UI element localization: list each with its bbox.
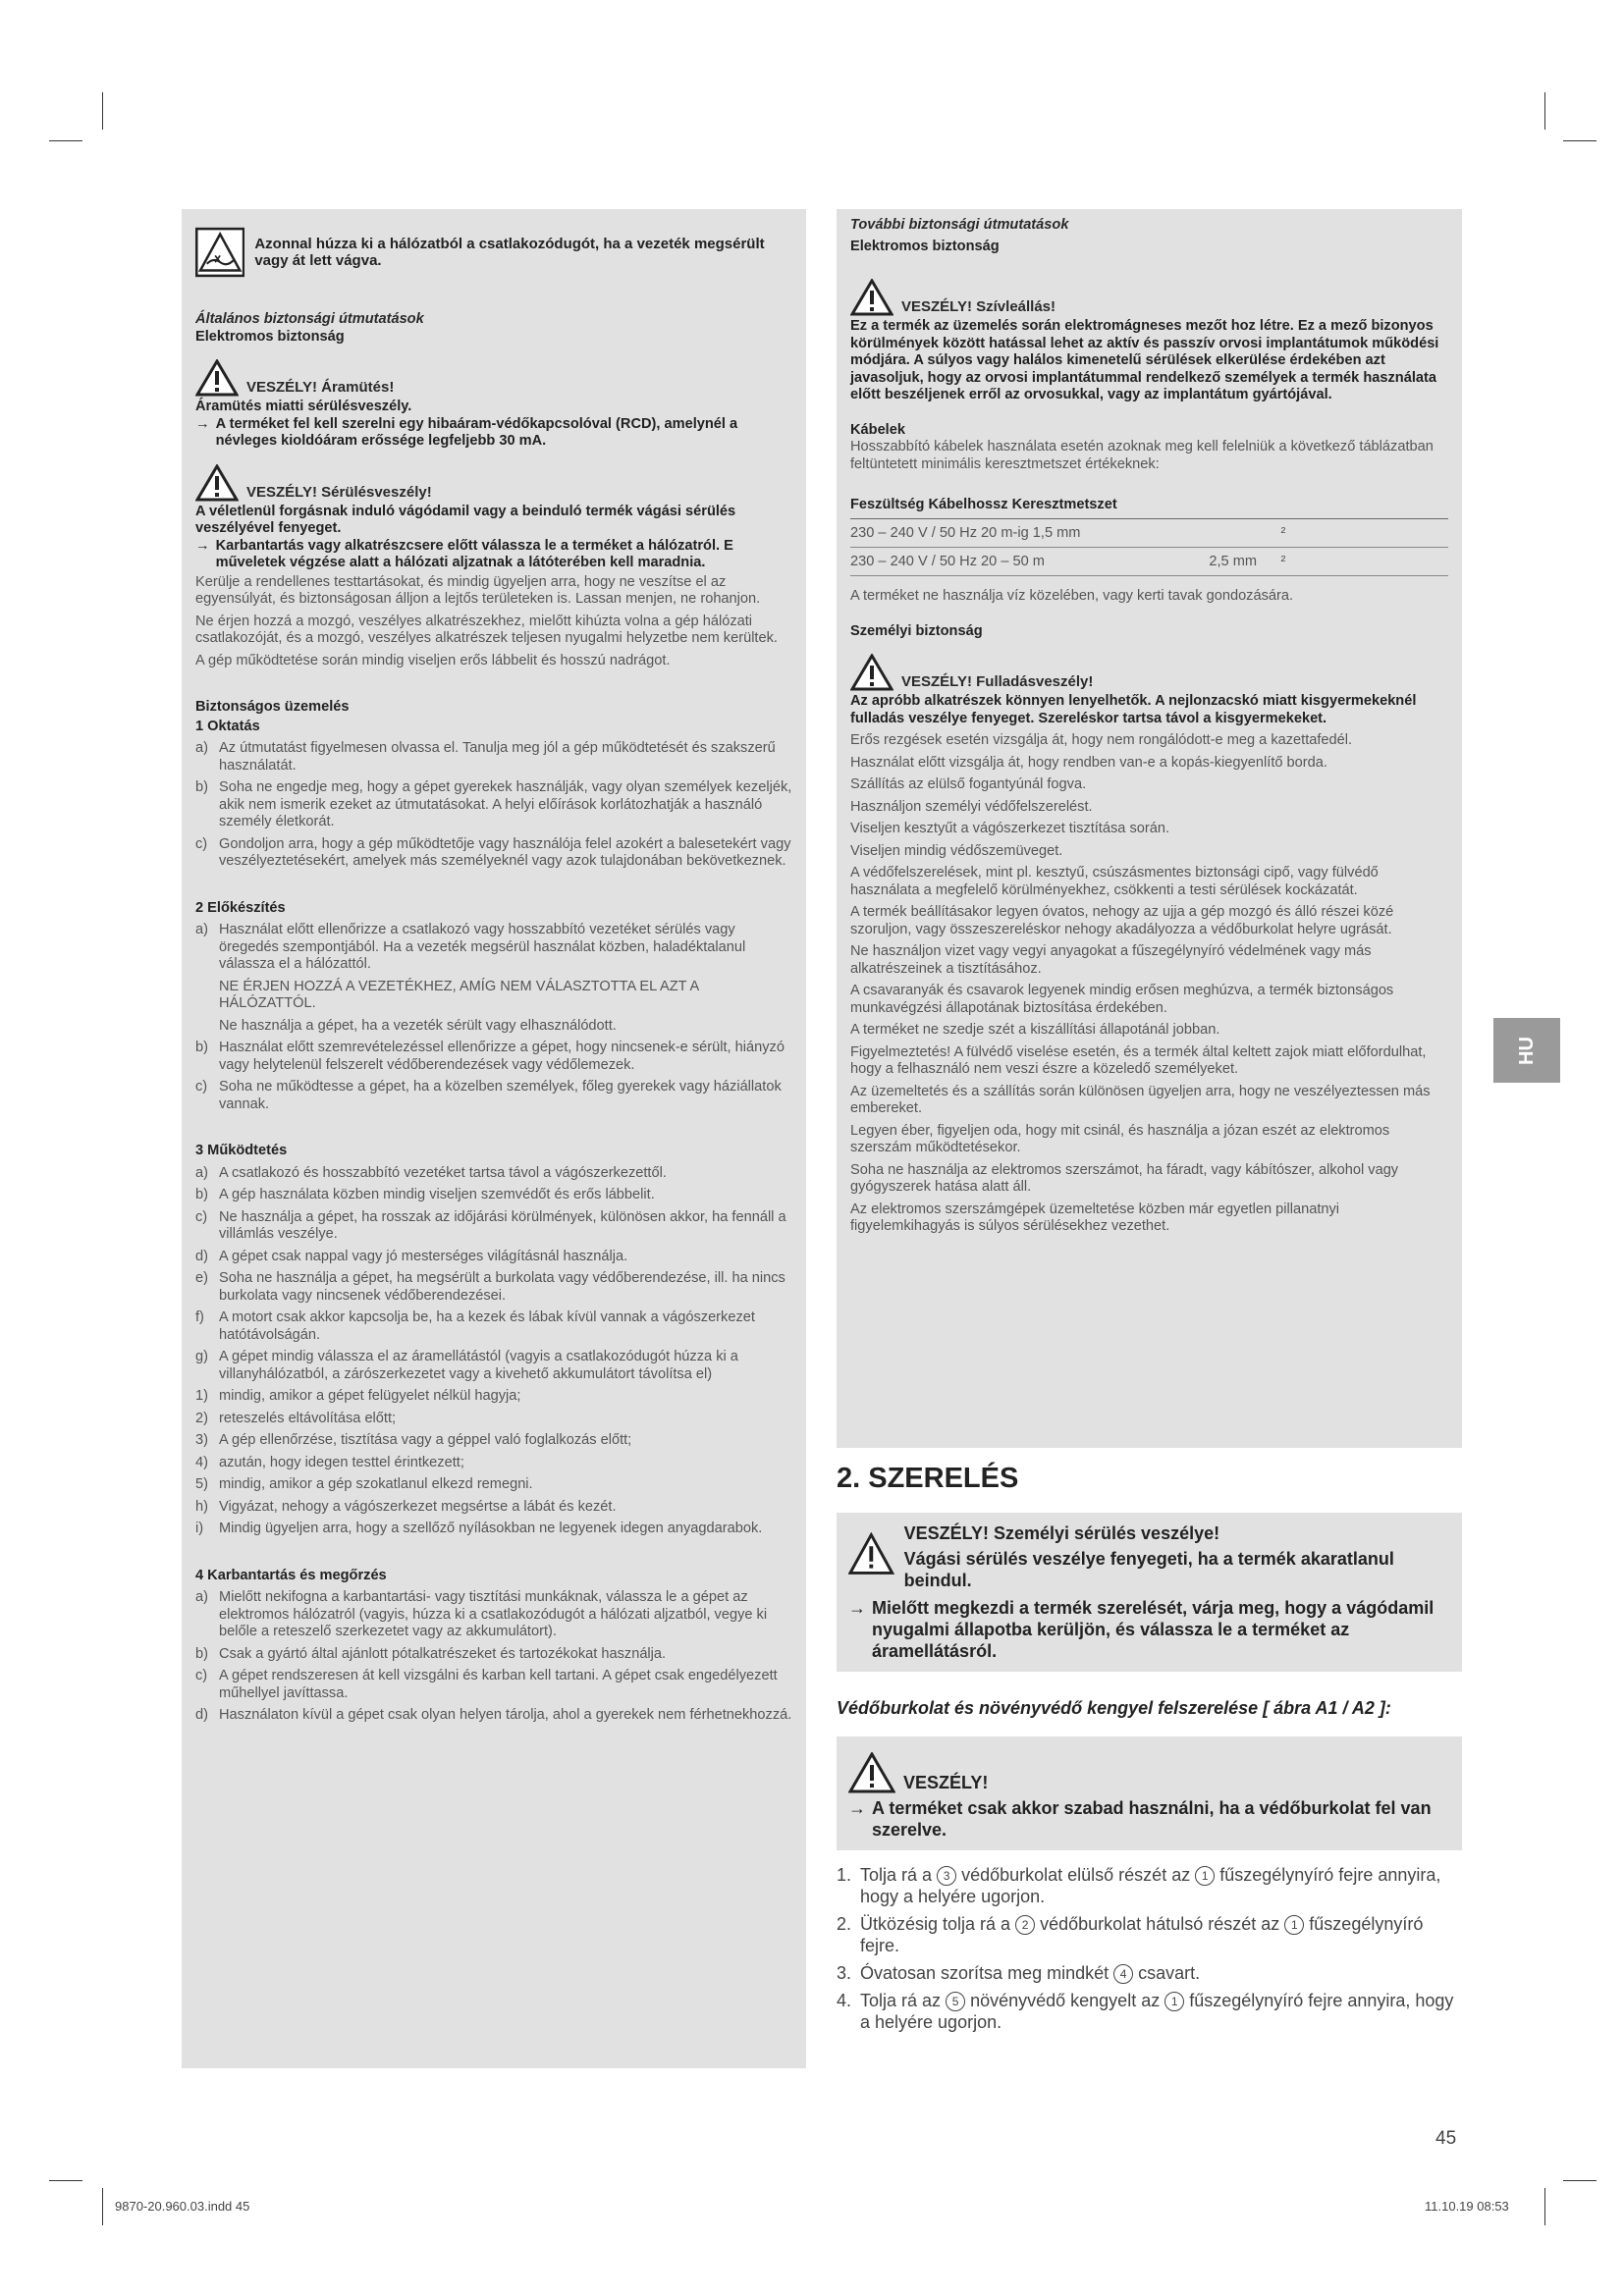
list-text: Ne használja a gépet, ha a vezeték sérült vagy elhasználódott. <box>219 1017 617 1034</box>
paragraph: Szállítás az elülső fogantyúnál fogva. <box>850 776 1087 792</box>
list-marker <box>195 979 213 1013</box>
list-text: mindig, amikor a gépet felügyelet nélkül hagyja; <box>219 1388 521 1404</box>
crop-mark <box>49 140 82 141</box>
list-item <box>195 1476 792 1494</box>
step-text: Óvatosan szorítsa meg mindkét 4 csavart. <box>860 1963 1201 1983</box>
list-marker: a) <box>195 922 208 937</box>
section-title: 2 Előkészítés <box>195 899 286 916</box>
list-marker: g) <box>195 1349 208 1364</box>
right-column <box>837 209 1462 1448</box>
arrow-item: → A terméket csak akkor szabad használni, ha a védőburkolat fel van szerelve. <box>848 1798 1432 1840</box>
section-title: 1 Oktatás <box>195 718 260 734</box>
warning-triangle-icon <box>848 1532 894 1575</box>
list-text: mindig, amikor a gép szokatlanul elkezd remegni. <box>219 1476 533 1492</box>
list-marker: e) <box>195 1270 208 1286</box>
step-number: 4. <box>837 1991 852 2010</box>
part-number-badge: 2 <box>1015 1915 1035 1935</box>
list-text: Vigyázat, nehogy a vágószerkezet megsértse a lábát és kezét. <box>219 1498 617 1515</box>
list-item <box>195 1668 792 1702</box>
list-marker: b) <box>195 1040 208 1055</box>
page-number: 45 <box>1435 2128 1457 2149</box>
list-marker: a) <box>195 1589 208 1605</box>
danger-label: VESZÉLY! Áramütés! <box>246 379 395 396</box>
list-text: A csatlakozó és hosszabbító vezetéket tartsa távol a vágószerkezettől. <box>219 1164 667 1181</box>
personal-safety-title: Személyi biztonság <box>850 622 983 639</box>
list-marker: b) <box>195 1187 208 1202</box>
general-safety-title: Általános biztonsági útmutatások <box>195 311 424 327</box>
list-text: NE ÉRJEN HOZZÁ A VEZETÉKHEZ, AMÍG NEM VÁLASZTOTTA EL AZT A HÁLÓZATTÓL. <box>219 978 699 1011</box>
arrow-item: → Mielőtt megkezdi a termék szerelését, várja meg, hogy a vágódamil nyugalmi állapotba kerüljön, és válassza le a terméket az áramellátásról. <box>848 1598 1435 1661</box>
danger-suffocation <box>850 654 1448 691</box>
danger-label: VESZÉLY! Sérülésveszély! <box>246 483 432 501</box>
list-marker: 4) <box>195 1454 208 1470</box>
assembly-danger-box <box>837 1513 1462 1672</box>
list-marker: c) <box>195 835 208 852</box>
electrical-safety-title: Elektromos biztonság <box>850 238 1000 254</box>
part-number-badge: 3 <box>937 1866 956 1886</box>
crop-mark <box>49 2180 82 2181</box>
list-text: Gondoljon arra, hogy a gép működtetője vagy használója felel azokért a balesetekért vagy veszélyeztetésekért, amelyek más személyeknél vagy azok tulajdonában bekövetkeznek. <box>219 835 791 869</box>
list-item <box>195 1187 792 1204</box>
step-number: 1. <box>837 1865 852 1885</box>
list-text: azután, hogy idegen testtel érintkezett; <box>219 1454 464 1470</box>
assembly-step <box>837 1913 1462 1956</box>
danger-text: A véletlenül forgásnak induló vágódamil vagy a beinduló termék vágási sérülés veszélyével fenyeget. <box>195 503 736 536</box>
list-item <box>195 1209 792 1244</box>
table-header: Feszültség Kábelhossz Keresztmetszet <box>850 491 1448 519</box>
list-marker <box>195 1018 213 1036</box>
step-number: 2. <box>837 1914 852 1934</box>
warning-triangle-icon <box>848 1752 895 1793</box>
arrow-icon: → <box>195 415 210 432</box>
crop-mark <box>1563 2180 1597 2181</box>
list-item <box>195 1018 792 1036</box>
list-marker: c) <box>195 1208 208 1225</box>
list-item <box>195 836 792 871</box>
top-warning-text: Azonnal húzza ki a hálózatból a csatlakozódugót, ha a vezeték megsérült vagy át lett vágva. <box>254 235 765 269</box>
cables-text: Hosszabbító kábelek használata esetén azoknak meg kell felelniük a következő táblázatban feltüntetett minimális keresztmetszet értékeknek: <box>850 439 1434 472</box>
list-item <box>195 779 792 831</box>
paragraph: Használjon személyi védőfelszerelést. <box>850 798 1093 815</box>
list-marker: f) <box>195 1309 204 1325</box>
list-text: A gép használata közben mindig viseljen szemvédőt és erős lábbelit. <box>219 1187 655 1202</box>
warning-triangle-icon <box>195 359 239 397</box>
list-item <box>195 1040 792 1074</box>
warning-triangle-icon <box>850 654 893 691</box>
section-title: 3 Működtetés <box>195 1143 288 1158</box>
danger-label: VESZÉLY! Fulladásveszély! <box>901 673 1094 690</box>
assembly-step <box>837 1962 1462 1984</box>
step-text: Tolja rá az 5 növényvédő kengyelt az 1 fűszegélynyíró fejre annyira, hogy a helyére ugorjon. <box>860 1991 1454 2032</box>
list-text: Soha ne működtesse a gépet, ha a közelben személyek, főleg gyerekek vagy háziállatok vannak. <box>219 1079 782 1112</box>
assembly-title: 2. SZERELÉS <box>837 1463 1019 1494</box>
paragraph: Viseljen mindig védőszemüveget. <box>850 842 1063 859</box>
top-warning-block <box>195 223 792 282</box>
list-marker: 2) <box>195 1410 208 1426</box>
subsection-title: Védőburkolat és növényvédő kengyel felszerelése [ ábra A1 / A2 ]: <box>837 1698 1391 1718</box>
list-text: Ne használja a gépet, ha rosszak az időjárási körülmények, különösen akkor, ha fennáll a villámlás veszélye. <box>219 1208 786 1242</box>
list-s2 <box>195 922 792 1113</box>
list-item <box>195 1707 792 1725</box>
assembly-step <box>837 1990 1462 2033</box>
crop-mark <box>1544 92 1545 130</box>
warning-triangle-icon <box>850 279 893 316</box>
warning-triangle-icon <box>195 464 239 502</box>
danger-text: Vágási sérülés veszélye fenyegeti, ha a termék akaratlanul beindul. <box>903 1549 1394 1590</box>
list-s3 <box>195 1165 792 1538</box>
cable-table <box>850 491 1448 576</box>
list-text: A gépet rendszeresen át kell vizsgálni és karban kell tartani. A gépet csak engedélyezett műhellyel javíttassa. <box>219 1668 778 1701</box>
list-item <box>195 1165 792 1183</box>
part-number-badge: 5 <box>946 1992 965 2011</box>
list-item <box>195 1388 792 1406</box>
list-marker: h) <box>195 1498 208 1515</box>
assembly-section <box>837 1463 1462 2091</box>
safe-operation-title: Biztonságos üzemelés <box>195 699 350 715</box>
arrow-icon: → <box>848 1598 866 1618</box>
list-item <box>195 740 792 774</box>
list-text: Használat előtt szemrevételezéssel ellenőrizze a gépet, hogy nincsenek-e sérült, hiányzó vagy helytelenül felszerelt védőberendezések vagy védőlemezek. <box>219 1040 785 1073</box>
crop-mark <box>1563 140 1597 141</box>
list-text: Mindig ügyeljen arra, hogy a szellőző nyílásokban ne legyenek idegen anyagdarabok. <box>219 1521 763 1536</box>
paragraph: Viseljen kesztyűt a vágószerkezet tisztítása során. <box>850 821 1170 836</box>
paragraph: Ne használjon vizet vagy vegyi anyagokat a fűszegélynyíró védelmének vagy más alkatrészeinek a tisztításához. <box>850 943 1372 977</box>
further-safety-title: További biztonsági útmutatások <box>850 217 1069 233</box>
list-item <box>195 1589 792 1641</box>
danger-label: VESZÉLY! Személyi sérülés veszélye! <box>903 1523 1220 1543</box>
arrow-item: → Karbantartás vagy alkatrészcsere előtt válassza le a terméket a hálózatról. E műveletek végzése alatt a hálózati aljzatnak a látóterében kell maradnia. <box>195 537 733 570</box>
left-column <box>182 209 806 2068</box>
arrow-item: → A terméket fel kell szerelni egy hibaáram-védőkapcsolóval (RCD), amelynél a névleges kioldóáram erőssége legfeljebb 30 mA. <box>195 415 738 449</box>
arrow-icon: → <box>195 537 210 554</box>
paragraph: A terméket ne szedje szét a kiszállítási állapotánál jobban. <box>850 1022 1220 1038</box>
section-title: 4 Karbantartás és megőrzés <box>195 1567 387 1583</box>
danger-label: VESZÉLY! Szívleállás! <box>901 298 1056 315</box>
list-item <box>195 1249 792 1266</box>
list-item <box>195 1499 792 1517</box>
list-s4 <box>195 1589 792 1725</box>
paragraph: Az üzemeltetés és a szállítás során különösen ügyeljen arra, hogy ne veszélyeztessen más embereket. <box>850 1083 1431 1116</box>
list-s1 <box>195 740 792 871</box>
step-number: 3. <box>837 1963 852 1983</box>
list-text: Az útmutatást figyelmesen olvassa el. Tanulja meg jól a gép működtetését és szakszerű használatát. <box>219 740 776 774</box>
list-text: A gép ellenőrzése, tisztítása vagy a géppel való foglalkozás előtt; <box>219 1432 632 1448</box>
part-number-badge: 1 <box>1164 1992 1184 2011</box>
list-text: Használaton kívül a gépet csak olyan helyen tárolja, ahol a gyerekek nem férhetnekhozzá. <box>219 1707 792 1723</box>
crop-mark <box>102 2188 103 2225</box>
crop-mark <box>1544 2188 1545 2225</box>
language-tab: HU <box>1493 1018 1560 1083</box>
list-item <box>195 1270 792 1305</box>
list-marker: b) <box>195 779 208 795</box>
paragraph: Erős rezgések esetén vizsgálja át, hogy nem rongálódott-e meg a kazettafedél. <box>850 732 1353 748</box>
danger-text: Az apróbb alkatrészek könnyen lenyelhetők. A nejlonzacskó miatt kisgyermekeknél fulladás veszélye fenyeget. Szereléskor tartsa távol a kisgyermekeket. <box>850 693 1417 726</box>
part-number-badge: 1 <box>1284 1915 1304 1935</box>
list-item <box>195 1646 792 1664</box>
list-item <box>195 1455 792 1472</box>
list-item <box>195 979 792 1013</box>
list-marker: c) <box>195 1668 208 1683</box>
list-marker: 1) <box>195 1388 208 1404</box>
list-marker: i) <box>195 1521 204 1536</box>
footer-file-name: 9870-20.960.03.indd 45 <box>115 2199 250 2214</box>
part-number-badge: 1 <box>1195 1866 1215 1886</box>
list-marker: a) <box>195 740 208 756</box>
assembly-step <box>837 1864 1462 1907</box>
table-row: 230 – 240 V / 50 Hz 20 m-ig 1,5 mm ² <box>850 519 1448 548</box>
arrow-icon: → <box>848 1798 866 1818</box>
list-text: A gépet mindig válassza el az áramellátástól (vagyis a csatlakozódugót húzza ki a villanyhálózatból, a zárószerkezetet vagy a kivehető akkumulátort távolítsa el) <box>219 1349 738 1382</box>
paragraph: A védőfelszerelések, mint pl. kesztyű, csúszásmentes biztonsági cipő, vagy fülvédő használata a megfelelő körülményekhez, csökkenti a testi sérülések kockázatát. <box>850 865 1379 898</box>
list-text: Használat előtt ellenőrizze a csatlakozó vagy hosszabbító vezetéket sérülés vagy öregedés szempontjából. Ha a vezeték megsérül használat közben, haladéktalanul válassza el a hálózattól. <box>219 922 746 972</box>
list-item <box>195 1411 792 1428</box>
assembly-danger-box-2 <box>837 1736 1462 1850</box>
list-marker: c) <box>195 1079 208 1095</box>
paragraph: A termék beállításakor legyen óvatos, nehogy az ujja a gép mozgó és álló részei közé szoruljon, vagy összeszereléskor nehogy akadályozza a védőburkolat helyre ugrását. <box>850 904 1394 937</box>
list-item <box>195 922 792 974</box>
list-item <box>195 1309 792 1344</box>
list-text: Soha ne használja a gépet, ha megsérült a burkolata vagy védőberendezése, ill. ha nincs burkolata vagy nincsenek védőberendezései. <box>219 1270 785 1304</box>
list-item <box>195 1521 792 1538</box>
danger-text: Ez a termék az üzemelés során elektromágneses mezőt hoz létre. Ez a mező bizonyos körülmények között hatással lehet az aktív és passzív orvosi implantátumok működési módjára. A súlyos vagy halálos kimenetelű sérülések elkerülése érdekében azt javasoljuk, hogy az orvosi implantátummal rendelkező személyek a termék használata előtt beszéljenek erről az orvosukkal, vagy az implantátum gyártójával. <box>850 318 1439 402</box>
list-marker: b) <box>195 1645 208 1662</box>
list-marker: a) <box>195 1164 208 1181</box>
list-text: A motort csak akkor kapcsolja be, ha a kezek és lábak kívül vannak a vágószerkezet hatótávolságán. <box>219 1309 755 1343</box>
paragraph: A gép működtetése során mindig viseljen erős lábbelit és hosszú nadrágot. <box>195 652 671 668</box>
table-row: 230 – 240 V / 50 Hz 20 – 50 m 2,5 mm ² <box>850 548 1448 576</box>
list-marker: 5) <box>195 1476 208 1492</box>
danger-label: VESZÉLY! <box>903 1773 989 1792</box>
list-text: reteszelés eltávolítása előtt; <box>219 1410 397 1426</box>
assembly-steps <box>837 1864 1462 2033</box>
danger-electric-shock <box>195 359 792 397</box>
list-text: A gépet csak nappal vagy jó mesterséges világításnál használja. <box>219 1248 628 1264</box>
paragraph: Soha ne használja az elektromos szerszámot, ha fáradt, vagy kábítószer, alkohol vagy gyógyszerek hatása alatt áll. <box>850 1161 1399 1195</box>
list-marker: d) <box>195 1707 208 1723</box>
paragraph: A terméket ne használja víz közelében, vagy kerti tavak gondozására. <box>850 588 1294 604</box>
paragraph: Legyen éber, figyeljen oda, hogy mit csinál, és használja a józan eszét az elektromos szerszám működtetésekor. <box>850 1122 1390 1155</box>
footer-timestamp: 11.10.19 08:53 <box>1425 2199 1509 2214</box>
cable-cut-warning-icon <box>195 223 244 282</box>
cables-title: Kábelek <box>850 421 905 438</box>
list-text: Csak a gyártó által ajánlott pótalkatrészeket és tartozékokat használja. <box>219 1645 667 1662</box>
paragraph: Használat előtt vizsgálja át, hogy rendben van-e a kopás-kiegyenlítő borda. <box>850 754 1327 771</box>
danger-injury <box>195 464 792 502</box>
paragraph: Kerülje a rendellenes testtartásokat, és mindig ügyeljen arra, hogy ne veszítse el az egyensúlyát, és biztonságosan álljon a lejtős területeken is. Lassan menjen, ne rohanjon. <box>195 573 761 607</box>
electrical-safety-title: Elektromos biztonság <box>195 328 345 345</box>
paragraph: A csavaranyák és csavarok legyenek mindig erősen meghúzva, a termék biztonságos munkavégzési állapotának biztosítása érdekében. <box>850 983 1394 1016</box>
step-text: Ütközésig tolja rá a 2 védőburkolat hátulsó részét az 1 fűszegélynyíró fejre. <box>860 1914 1424 1955</box>
personal-safety-paragraphs <box>850 732 1448 1236</box>
list-item <box>195 1349 792 1383</box>
list-text: Soha ne engedje meg, hogy a gépet gyerekek használják, vagy olyan személyek kezeljék, akik nem ismerik ezeket az útmutatásokat. A helyi előírások korlátozhatják a használó személy életkorát. <box>219 779 792 829</box>
paragraph: Figyelmeztetés! A fülvédő viselése esetén, és a termék által keltett zajok miatt előfordulhat, hogy a felhasználó nem veszi észre a közeledő személyeket. <box>850 1043 1427 1077</box>
list-marker: 3) <box>195 1432 208 1448</box>
step-text: Tolja rá a 3 védőburkolat elülső részét az 1 fűszegélynyíró fejre annyira, hogy a helyére ugorjon. <box>860 1865 1441 1906</box>
danger-cardiac-arrest <box>850 279 1448 316</box>
list-item <box>195 1432 792 1450</box>
paragraph: Ne érjen hozzá a mozgó, veszélyes alkatrészekhez, mielőtt kihúzta volna a gép hálózati csatlakozóját, és a mozgó, veszélyes alkatrészek teljesen nyugalmi helyzetbe nem kerültek. <box>195 613 778 646</box>
crop-mark <box>102 92 103 130</box>
paragraph: Az elektromos szerszámgépek üzemeltetése közben már egyetlen pillanatnyi figyelemkihagyás is súlyos sérülésekhez vezethet. <box>850 1201 1340 1234</box>
part-number-badge: 4 <box>1113 1964 1133 1984</box>
list-marker: d) <box>195 1248 208 1264</box>
list-text: Mielőtt nekifogna a karbantartási- vagy tisztítási munkáknak, válassza le a gépet az elektromos hálózatról (vagyis, húzza ki a csatlakozódugót a hálózati aljzatból, vegye ki belőle a reteszelő szerkezetet vagy az akkumulátort). <box>219 1589 768 1639</box>
danger-subtitle: Áramütés miatti sérülésveszély. <box>195 399 412 414</box>
list-item <box>195 1079 792 1113</box>
